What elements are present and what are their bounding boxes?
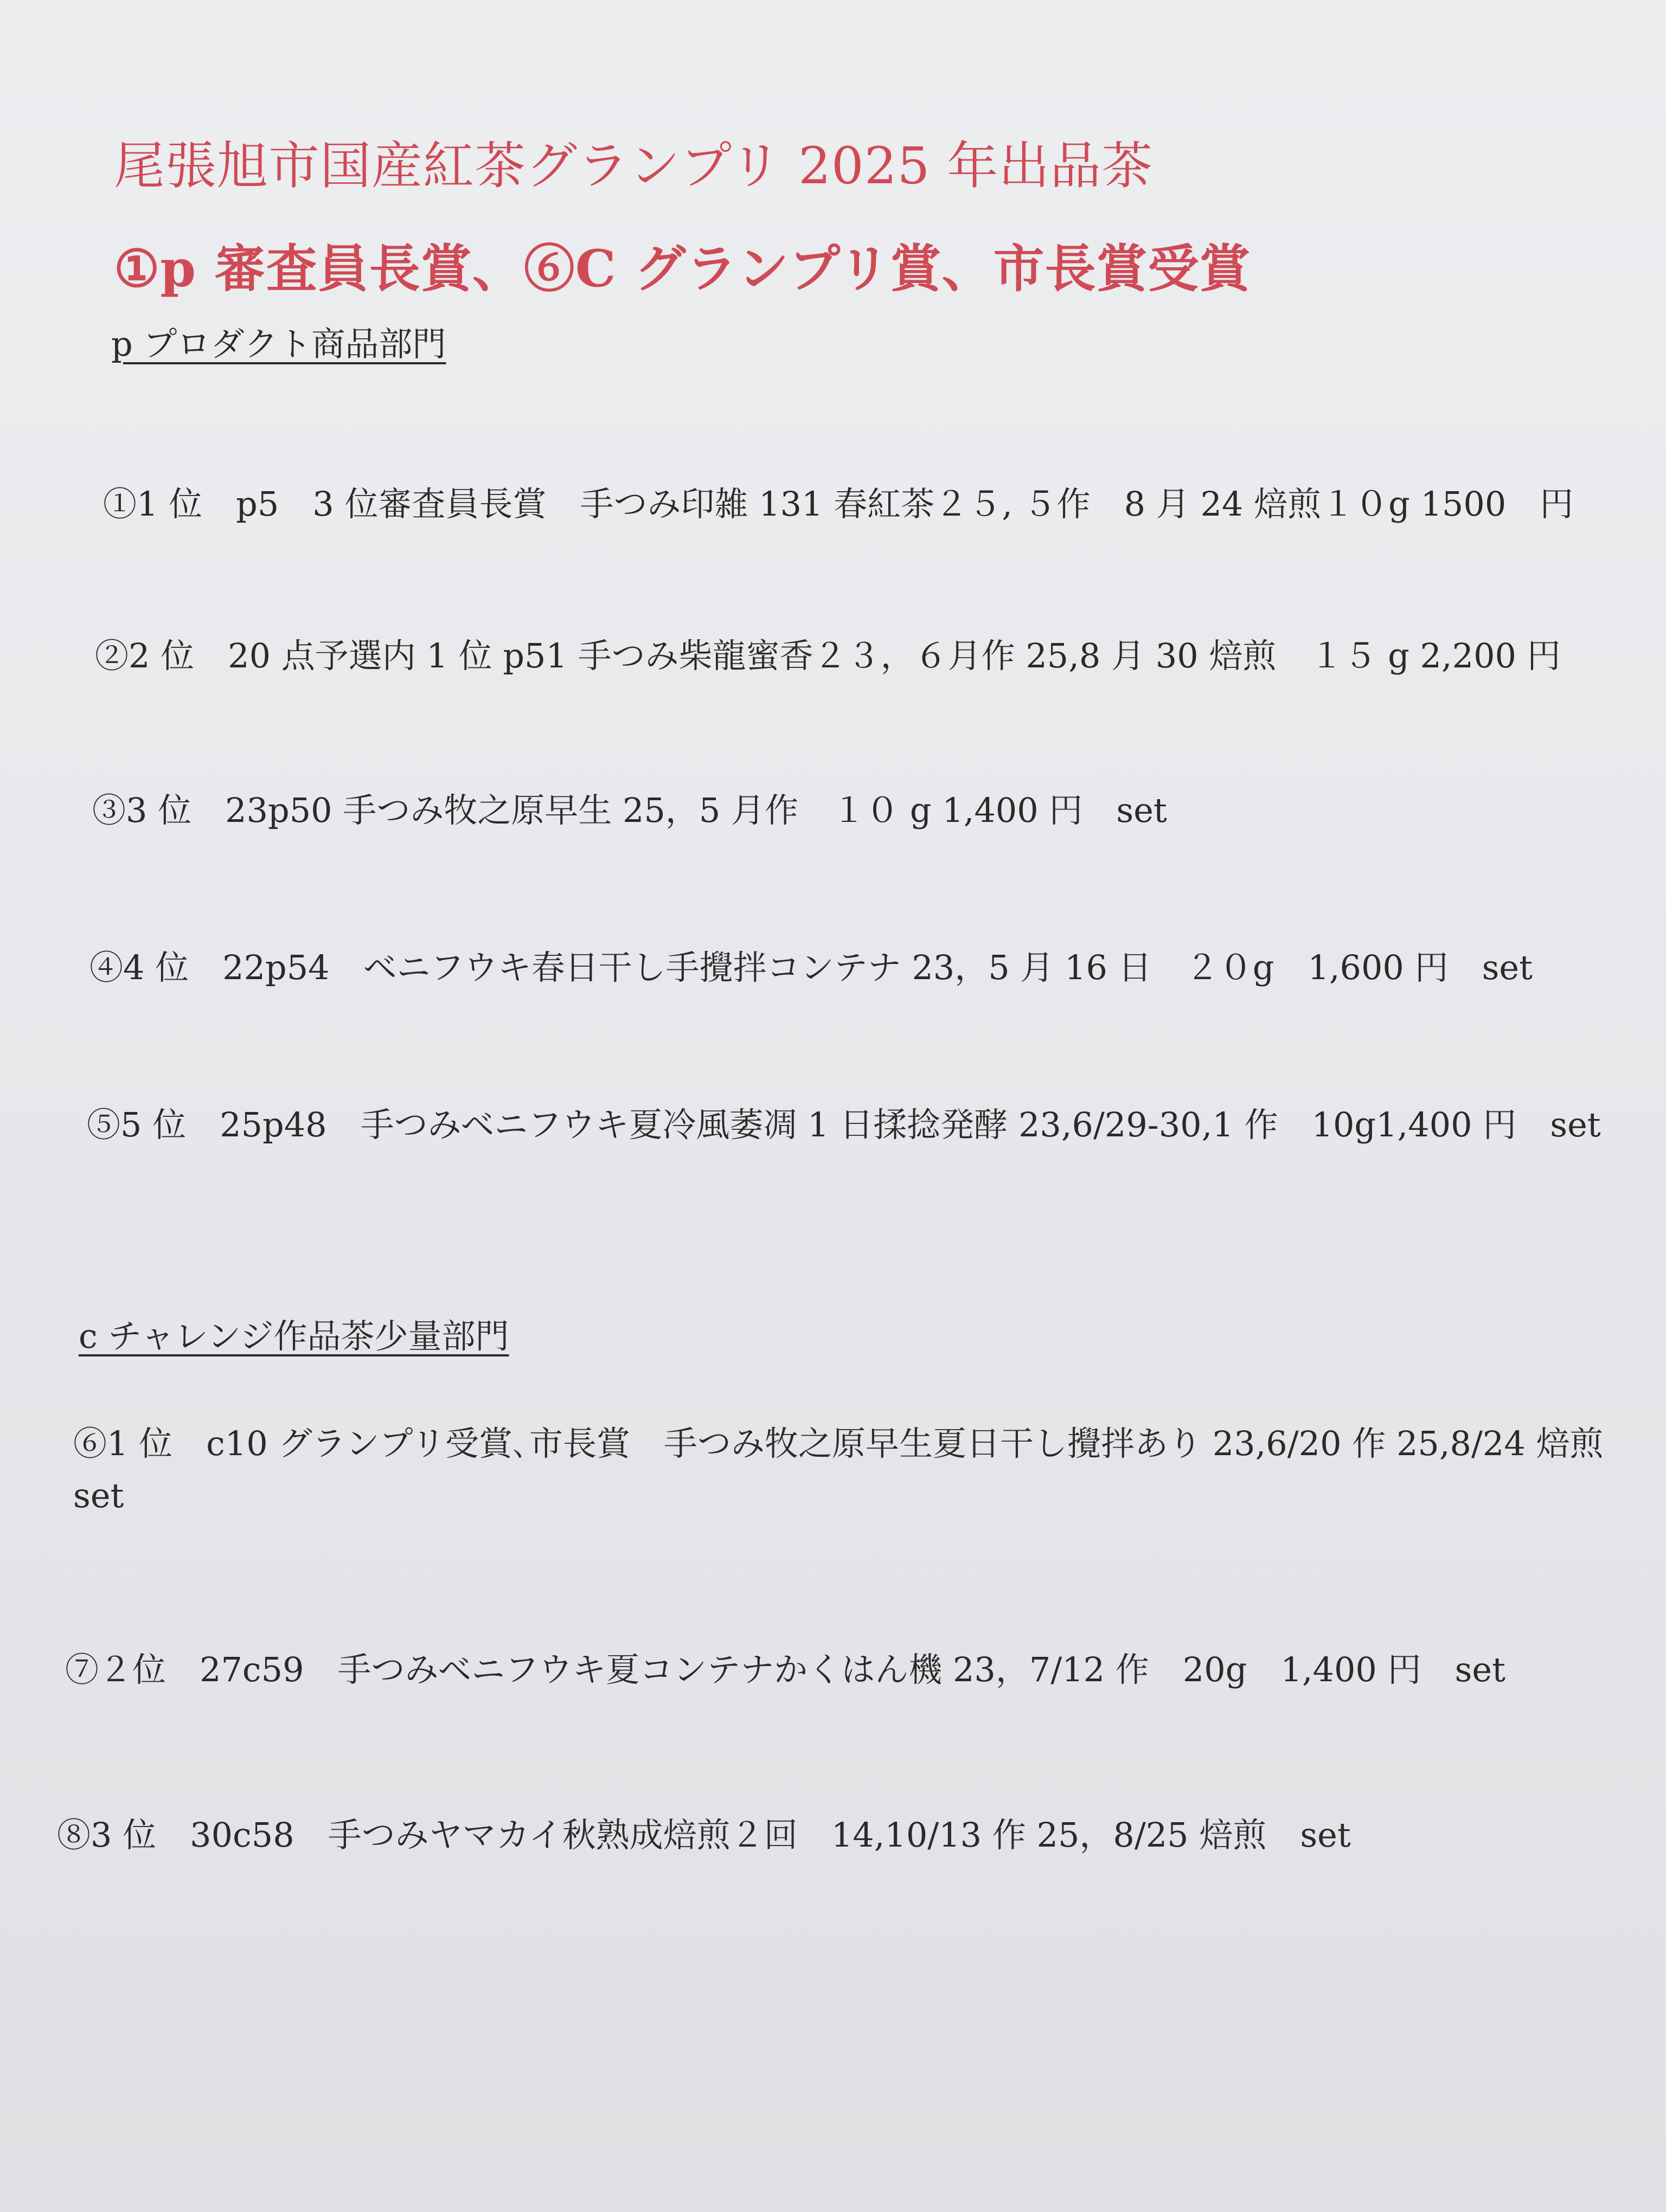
- document-title-line2: ①p 審査員長賞、⑥C グランプリ賞、市長賞受賞: [114, 239, 1251, 299]
- entry-item-7: ⑦２位 27c59 手つみベニフウキ夏コンテナかくはん機 23，7/12 作 20g 1,400 円 set: [65, 1650, 1506, 1689]
- section-heading-product: p プロダクト商品部門: [111, 324, 446, 364]
- entry-item-5: ⑤5 位 25p48 手つみベニフウキ夏冷風萎凋 1 日揉捻発酵 23,6/29-30,1 作 10g1,400 円 set: [87, 1105, 1601, 1144]
- entry-item-6: ⑥1 位 c10 グランプリ受賞､市長賞 手つみ牧之原早生夏日干し攪拌あり 23,6/20 作 25,8/24 焙煎 set: [73, 1424, 1604, 1515]
- entry-item-1: ①1 位 p5 3 位審査員長賞 手つみ印雑 131 春紅茶２５, ５作 8 月 24 焙煎１０g 1500 円: [103, 484, 1574, 524]
- entry-item-2: ②2 位 20 点予選内 1 位 p51 手つみ柴龍蜜香２３，６月作 25,8 月 30 焙煎 １５ g 2,200 円: [95, 636, 1561, 676]
- entry-item-3: ③3 位 23p50 手つみ牧之原早生 25，5 月作 １０ g 1,400 円 set: [92, 790, 1167, 830]
- entry-item-4: ④4 位 22p54 ベニフウキ春日干し手攪拌コンテナ 23，5 月 16 日 ２０g 1,600 円 set: [89, 948, 1533, 987]
- section-heading-challenge: c チャレンジ作品茶少量部門: [79, 1316, 509, 1356]
- document-title-line1: 尾張旭市国産紅茶グランプリ 2025 年出品茶: [114, 137, 1154, 196]
- entry-item-8: ⑧3 位 30c58 手つみヤマカイ秋熟成焙煎２回 14,10/13 作 25，8/25 焙煎 set: [57, 1815, 1351, 1855]
